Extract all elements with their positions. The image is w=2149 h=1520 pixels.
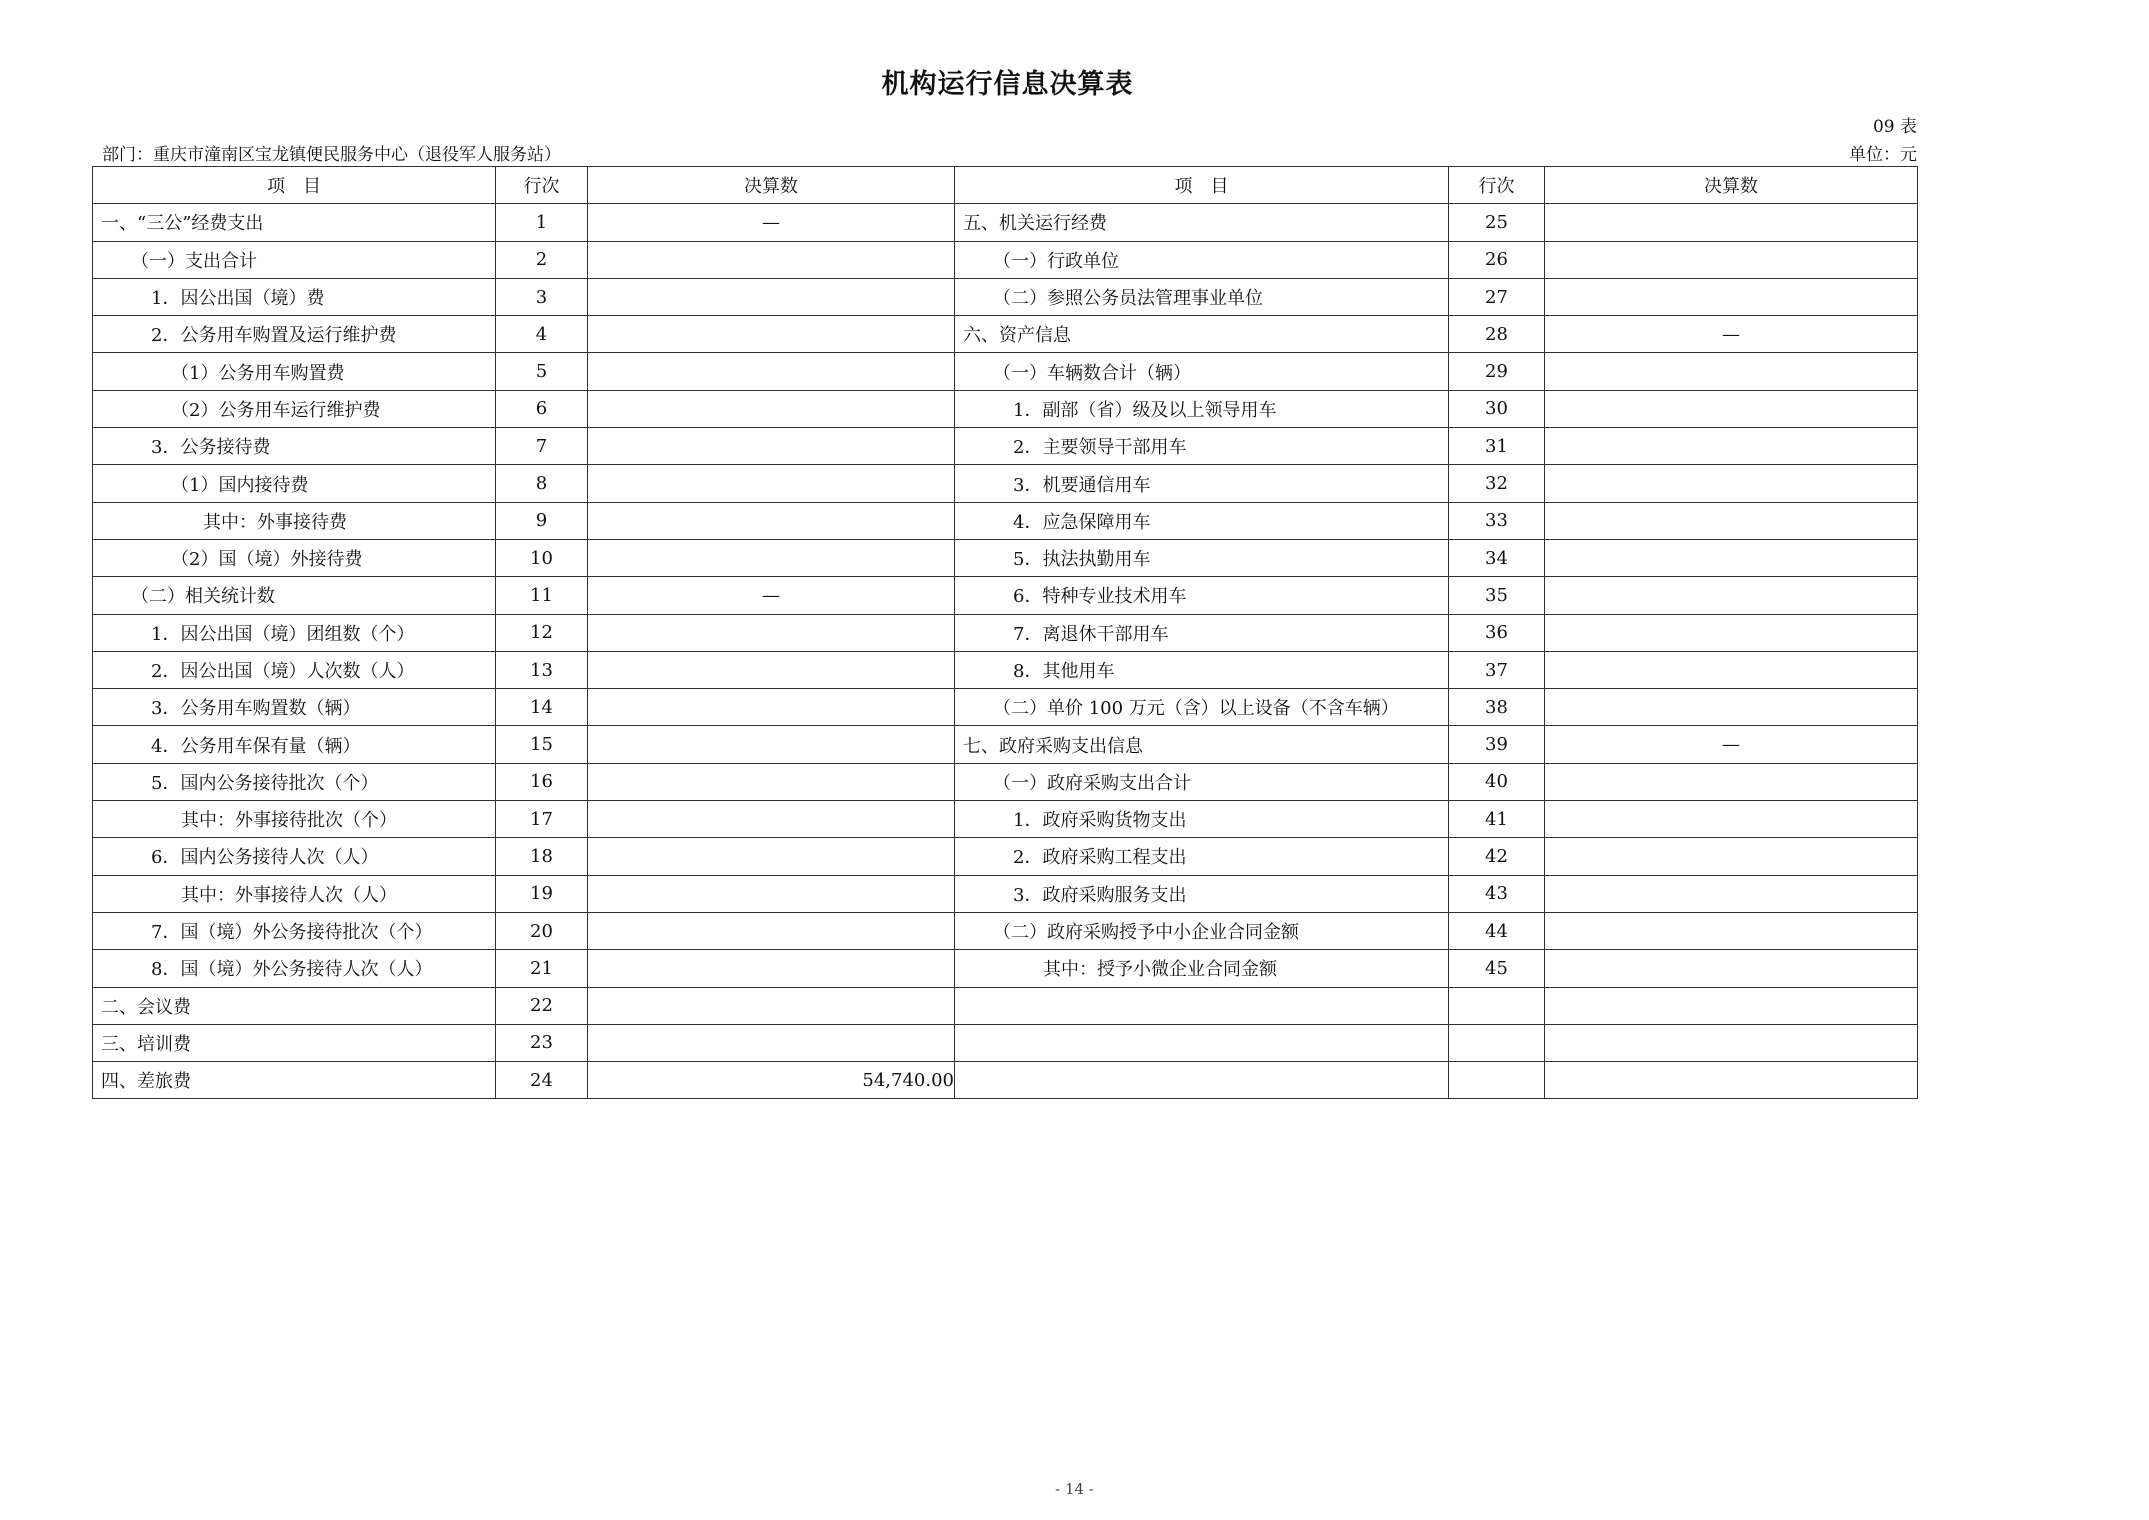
left-item-cell: 5．国内公务接待批次（个） <box>93 763 496 800</box>
right-item-cell: 五、机关运行经费 <box>955 204 1449 241</box>
right-row-number-cell <box>1449 1024 1545 1061</box>
header-amount-right: 决算数 <box>1545 167 1918 204</box>
left-row-number-cell: 12 <box>496 614 588 651</box>
right-amount-cell <box>1545 353 1918 390</box>
left-item-cell: 6．国内公务接待人次（人） <box>93 838 496 875</box>
table-row <box>93 539 1918 576</box>
table-row <box>93 278 1918 315</box>
table-row <box>93 763 1918 800</box>
right-row-number-cell: 42 <box>1449 838 1545 875</box>
right-amount-cell <box>1545 502 1918 539</box>
left-item-cell: 其中：外事接待费 <box>93 502 496 539</box>
left-amount-cell <box>588 726 955 763</box>
left-row-number-cell: 23 <box>496 1024 588 1061</box>
left-row-number-cell: 17 <box>496 801 588 838</box>
right-row-number-cell: 44 <box>1449 912 1545 949</box>
left-amount-cell <box>588 465 955 502</box>
table-body <box>93 204 1918 1099</box>
left-row-number-cell: 10 <box>496 539 588 576</box>
right-item-cell: 6．特种专业技术用车 <box>955 577 1449 614</box>
right-amount-cell <box>1545 465 1918 502</box>
left-amount-cell <box>588 801 955 838</box>
left-item-cell: 三、培训费 <box>93 1024 496 1061</box>
left-amount-cell <box>588 763 955 800</box>
left-row-number-cell: 18 <box>496 838 588 875</box>
table-row <box>93 577 1918 614</box>
right-item-cell: 5．执法执勤用车 <box>955 539 1449 576</box>
right-row-number-cell: 38 <box>1449 689 1545 726</box>
right-item-cell: （二）参照公务员法管理事业单位 <box>955 278 1449 315</box>
left-item-cell: 3．公务用车购置数（辆） <box>93 689 496 726</box>
left-amount-cell <box>588 539 955 576</box>
left-item-cell: 1．因公出国（境）费 <box>93 278 496 315</box>
settlement-table <box>92 166 1918 1099</box>
table-row <box>93 614 1918 651</box>
right-amount-cell <box>1545 875 1918 912</box>
right-amount-cell <box>1545 1062 1918 1099</box>
left-item-cell: （1）国内接待费 <box>93 465 496 502</box>
right-row-number-cell: 40 <box>1449 763 1545 800</box>
left-amount-cell <box>588 353 955 390</box>
left-item-cell: 4．公务用车保有量（辆） <box>93 726 496 763</box>
right-amount-cell <box>1545 390 1918 427</box>
form-number: 09 表 <box>1872 117 1917 137</box>
right-row-number-cell: 26 <box>1449 241 1545 278</box>
right-item-cell: 七、政府采购支出信息 <box>955 726 1449 763</box>
left-row-number-cell: 5 <box>496 353 588 390</box>
right-row-number-cell: 27 <box>1449 278 1545 315</box>
right-row-number-cell: 35 <box>1449 577 1545 614</box>
right-item-cell: 7．离退休干部用车 <box>955 614 1449 651</box>
left-amount-cell <box>588 875 955 912</box>
right-row-number-cell: 33 <box>1449 502 1545 539</box>
left-amount-cell <box>588 278 955 315</box>
left-item-cell: （2）公务用车运行维护费 <box>93 390 496 427</box>
left-row-number-cell: 9 <box>496 502 588 539</box>
left-amount-cell <box>588 316 955 353</box>
right-amount-cell <box>1545 987 1918 1024</box>
right-row-number-cell <box>1449 1062 1545 1099</box>
right-item-cell <box>955 1062 1449 1099</box>
left-amount-cell <box>588 651 955 688</box>
right-amount-cell <box>1545 651 1918 688</box>
right-item-cell: （二）政府采购授予中小企业合同金额 <box>955 912 1449 949</box>
header-amount-left: 决算数 <box>588 167 955 204</box>
right-item-cell: 3．政府采购服务支出 <box>955 875 1449 912</box>
table-row <box>93 502 1918 539</box>
right-item-cell: 六、资产信息 <box>955 316 1449 353</box>
right-row-number-cell: 37 <box>1449 651 1545 688</box>
left-amount-cell: — <box>588 577 955 614</box>
left-item-cell: 1．因公出国（境）团组数（个） <box>93 614 496 651</box>
table-row <box>93 390 1918 427</box>
right-row-number-cell: 39 <box>1449 726 1545 763</box>
table-row <box>93 1024 1918 1061</box>
header-row-no-right: 行次 <box>1449 167 1545 204</box>
right-amount-cell <box>1545 241 1918 278</box>
right-row-number-cell: 31 <box>1449 428 1545 465</box>
left-row-number-cell: 19 <box>496 875 588 912</box>
left-row-number-cell: 13 <box>496 651 588 688</box>
right-row-number-cell: 25 <box>1449 204 1545 241</box>
left-row-number-cell: 1 <box>496 204 588 241</box>
left-row-number-cell: 11 <box>496 577 588 614</box>
left-item-cell: 2．因公出国（境）人次数（人） <box>93 651 496 688</box>
left-amount-cell <box>588 614 955 651</box>
table-row <box>93 1062 1918 1099</box>
right-row-number-cell: 32 <box>1449 465 1545 502</box>
table-row <box>93 316 1918 353</box>
right-amount-cell <box>1545 204 1918 241</box>
left-amount-cell <box>588 390 955 427</box>
left-amount-cell <box>588 950 955 987</box>
left-item-cell: 其中：外事接待批次（个） <box>93 801 496 838</box>
table-header-row <box>93 167 1918 204</box>
left-row-number-cell: 3 <box>496 278 588 315</box>
left-row-number-cell: 15 <box>496 726 588 763</box>
right-item-cell: （二）单价 100 万元（含）以上设备（不含车辆） <box>955 689 1449 726</box>
right-row-number-cell: 30 <box>1449 390 1545 427</box>
left-amount-cell <box>588 1024 955 1061</box>
right-amount-cell <box>1545 428 1918 465</box>
table-row <box>93 950 1918 987</box>
left-item-cell: 四、差旅费 <box>93 1062 496 1099</box>
right-amount-cell <box>1545 689 1918 726</box>
left-item-cell: 二、会议费 <box>93 987 496 1024</box>
right-amount-cell <box>1545 278 1918 315</box>
table-row <box>93 204 1918 241</box>
table-row <box>93 912 1918 949</box>
left-item-cell: 一、“三公”经费支出 <box>93 204 496 241</box>
right-item-cell <box>955 987 1449 1024</box>
right-amount-cell <box>1545 539 1918 576</box>
right-amount-cell <box>1545 801 1918 838</box>
left-item-cell: 7．国（境）外公务接待批次（个） <box>93 912 496 949</box>
right-row-number-cell: 28 <box>1449 316 1545 353</box>
right-item-cell: （一）政府采购支出合计 <box>955 763 1449 800</box>
right-item-cell: 1．政府采购货物支出 <box>955 801 1449 838</box>
left-item-cell: 2．公务用车购置及运行维护费 <box>93 316 496 353</box>
page-title: 机构运行信息决算表 <box>881 69 1134 100</box>
table-row <box>93 428 1918 465</box>
left-item-cell: 8．国（境）外公务接待人次（人） <box>93 950 496 987</box>
left-amount-cell <box>588 987 955 1024</box>
right-item-cell: （一）车辆数合计（辆） <box>955 353 1449 390</box>
left-amount-cell: 54,740.00 <box>588 1062 955 1099</box>
right-row-number-cell <box>1449 987 1545 1024</box>
left-row-number-cell: 4 <box>496 316 588 353</box>
right-amount-cell <box>1545 577 1918 614</box>
table-row <box>93 987 1918 1024</box>
left-amount-cell <box>588 838 955 875</box>
department-label: 部门：重庆市潼南区宝龙镇便民服务中心（退役军人服务站） <box>102 145 561 165</box>
right-item-cell: 2．主要领导干部用车 <box>955 428 1449 465</box>
right-amount-cell <box>1545 950 1918 987</box>
left-row-number-cell: 21 <box>496 950 588 987</box>
right-row-number-cell: 29 <box>1449 353 1545 390</box>
table-row <box>93 353 1918 390</box>
right-item-cell: （一）行政单位 <box>955 241 1449 278</box>
left-item-cell: （1）公务用车购置费 <box>93 353 496 390</box>
left-row-number-cell: 7 <box>496 428 588 465</box>
right-row-number-cell: 43 <box>1449 875 1545 912</box>
right-item-cell: 其中：授予小微企业合同金额 <box>955 950 1449 987</box>
left-amount-cell: — <box>588 204 955 241</box>
right-amount-cell: — <box>1545 316 1918 353</box>
right-item-cell: 3．机要通信用车 <box>955 465 1449 502</box>
left-amount-cell <box>588 241 955 278</box>
left-item-cell: 其中：外事接待人次（人） <box>93 875 496 912</box>
left-row-number-cell: 16 <box>496 763 588 800</box>
right-amount-cell <box>1545 912 1918 949</box>
left-item-cell: （二）相关统计数 <box>93 577 496 614</box>
header-row-no-left: 行次 <box>496 167 588 204</box>
left-amount-cell <box>588 912 955 949</box>
left-item-cell: （一）支出合计 <box>93 241 496 278</box>
table-row <box>93 875 1918 912</box>
table-row <box>93 726 1918 763</box>
header-item-left: 项 目 <box>93 167 496 204</box>
right-amount-cell <box>1545 1024 1918 1061</box>
right-amount-cell <box>1545 763 1918 800</box>
table-row <box>93 689 1918 726</box>
left-row-number-cell: 2 <box>496 241 588 278</box>
table-row <box>93 465 1918 502</box>
right-item-cell: 1．副部（省）级及以上领导用车 <box>955 390 1449 427</box>
right-row-number-cell: 36 <box>1449 614 1545 651</box>
header-item-right: 项 目 <box>955 167 1449 204</box>
right-item-cell <box>955 1024 1449 1061</box>
left-amount-cell <box>588 428 955 465</box>
left-row-number-cell: 6 <box>496 390 588 427</box>
page-number: - 14 - <box>1055 1480 1094 1498</box>
left-amount-cell <box>588 502 955 539</box>
right-row-number-cell: 41 <box>1449 801 1545 838</box>
left-row-number-cell: 14 <box>496 689 588 726</box>
left-amount-cell <box>588 689 955 726</box>
right-item-cell: 4．应急保障用车 <box>955 502 1449 539</box>
left-item-cell: （2）国（境）外接待费 <box>93 539 496 576</box>
left-row-number-cell: 20 <box>496 912 588 949</box>
left-row-number-cell: 8 <box>496 465 588 502</box>
right-amount-cell <box>1545 614 1918 651</box>
right-amount-cell: — <box>1545 726 1918 763</box>
right-item-cell: 2．政府采购工程支出 <box>955 838 1449 875</box>
left-item-cell: 3．公务接待费 <box>93 428 496 465</box>
table-row <box>93 241 1918 278</box>
right-row-number-cell: 45 <box>1449 950 1545 987</box>
right-amount-cell <box>1545 838 1918 875</box>
right-row-number-cell: 34 <box>1449 539 1545 576</box>
table-row <box>93 801 1918 838</box>
unit-label: 单位：元 <box>1849 145 1917 165</box>
left-row-number-cell: 24 <box>496 1062 588 1099</box>
right-item-cell: 8．其他用车 <box>955 651 1449 688</box>
table-row <box>93 838 1918 875</box>
table-row <box>93 651 1918 688</box>
left-row-number-cell: 22 <box>496 987 588 1024</box>
